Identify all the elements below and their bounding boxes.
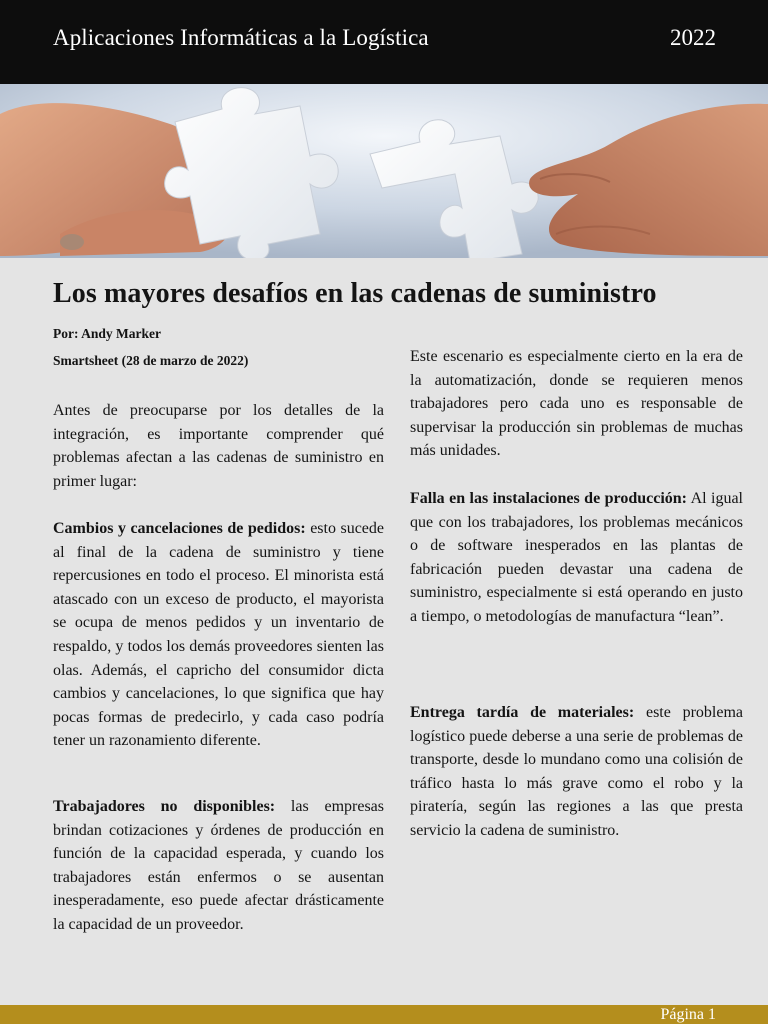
paragraph — [53, 795, 384, 937]
section-body: Al igual que con los trabajadores, los problemas mecánicos o de software inesperados en las plantas de fabricación pueden devastar una cadena de suministro, especialmente si está operando en justo a tiempo, o metodologías de manufactura “lean”. — [410, 490, 744, 625]
section-workers — [53, 795, 384, 937]
article-source: Smartsheet (28 de marzo de 2022) — [53, 353, 249, 368]
section-late-delivery — [410, 701, 743, 843]
section-body: este problema logístico puede deberse a una serie de problemas de transporte, desde lo mundano como una colisión de tráfico hasta lo más grave como el robo y la piratería, según las regiones a las que presta servicio la cadena de suministro. — [410, 704, 744, 839]
intro-paragraph: Antes de preocuparse por los detalles de la integración, es importante comprender qué problemas afectan a las cadenas de suministro en primer lugar: — [53, 402, 384, 490]
footer-bar — [0, 1005, 768, 1024]
header-bar — [0, 0, 768, 84]
hero-image — [0, 84, 768, 258]
puzzle-hands-illustration — [0, 84, 768, 258]
section-production-failure — [410, 487, 743, 629]
article-title: Los mayores desafíos en las cadenas de suministro — [53, 278, 657, 309]
section-automation — [410, 345, 743, 463]
section-order-changes — [53, 517, 384, 753]
course-title: Aplicaciones Informáticas a la Logística — [53, 25, 429, 50]
section-heading: Cambios y cancelaciones de pedidos: — [53, 520, 306, 537]
paragraph: Este escenario es especialmente cierto en la era de la automatización, donde se requieren menos trabajadores pero cada uno es responsable de supervisar la producción sin problemas de muchas más unidades. — [410, 348, 743, 460]
header-year: 2022 — [670, 25, 716, 50]
paragraph — [410, 487, 743, 629]
left-column — [53, 399, 384, 493]
section-heading: Entrega tardía de materiales: — [410, 704, 635, 721]
section-body: esto sucede al final de la cadena de suministro y tiene repercusiones en todo el proceso. El minorista está atascado con un exceso de producto, el mayorista se ocupa de menos pedidos y un inventario de respaldo, y todos los demás proveedores sienten las olas. Además, el capricho del consumidor dicta cambios y cancelaciones, lo que significa que hay pocas formas de predecirlo, y cada caso podría tener un razonamiento diferente. — [53, 520, 385, 750]
section-body: las empresas brindan cotizaciones y órdenes de producción en función de la capacidad esperada, y cuando los trabajadores están enfermos o se ausentan inesperadamente, eso puede afectar drásticamente la capacidad de un proveedor. — [53, 798, 384, 933]
article-author: Por: Andy Marker — [53, 326, 161, 341]
paragraph — [410, 701, 743, 843]
section-heading: Falla en las instalaciones de producción: — [410, 490, 688, 507]
section-heading: Trabajadores no disponibles: — [53, 798, 276, 815]
page-number: Página 1 — [660, 1006, 716, 1023]
paragraph — [53, 517, 384, 753]
